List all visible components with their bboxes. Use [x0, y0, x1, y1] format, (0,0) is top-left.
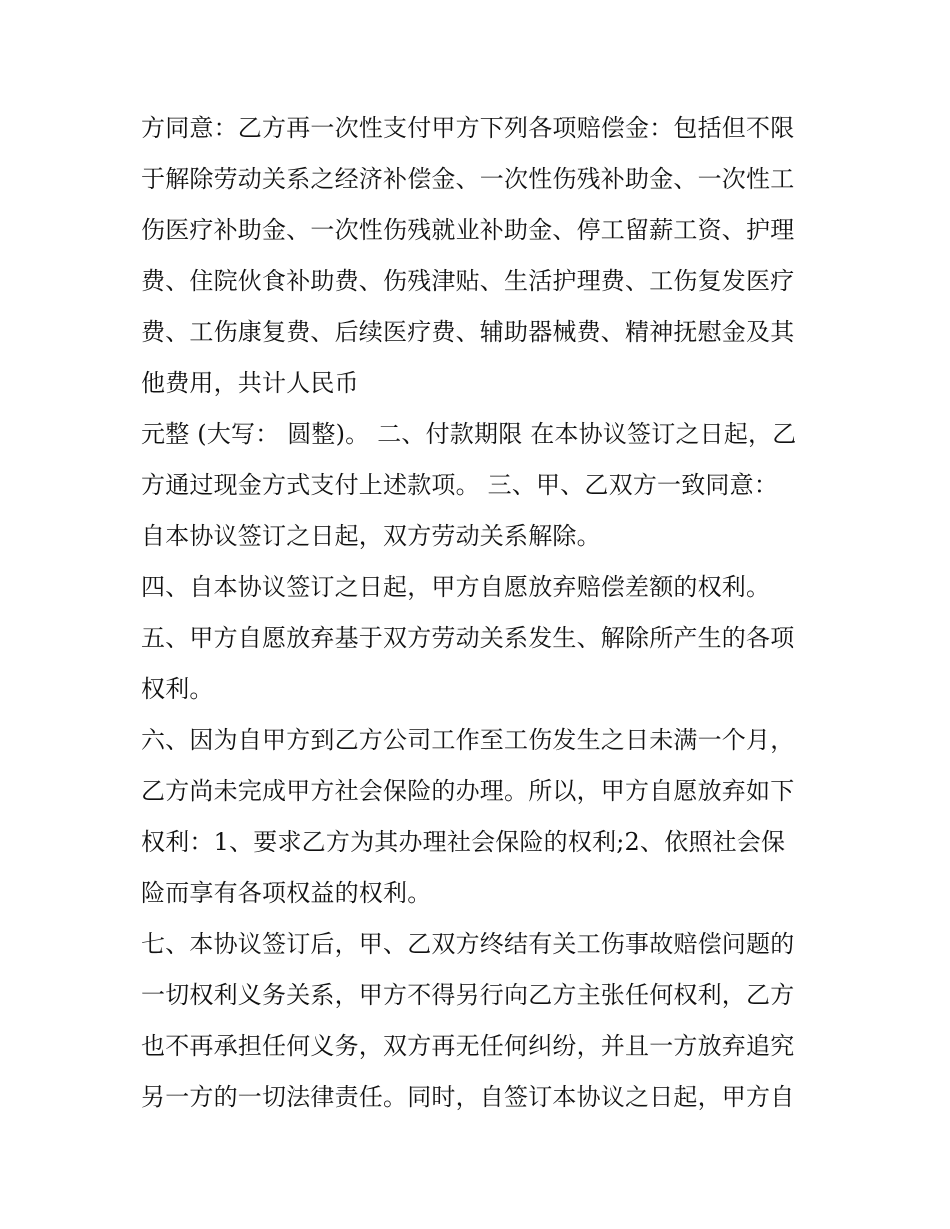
paragraph-line: 险而享有各项权益的权利。	[141, 879, 432, 907]
paragraph-line: 于解除劳动关系之经济补偿金、一次性伤残补助金、一次性工	[141, 165, 795, 193]
paragraph-line: 他费用，共计人民币	[141, 369, 359, 397]
paragraph-line: 费、住院伙食补助费、伤残津贴、生活护理费、工伤复发医疗	[141, 267, 795, 295]
paragraph-line: 六、因为自甲方到乙方公司工作至工伤发生之日未满一个月，	[141, 726, 795, 754]
paragraph-line: 权利。	[141, 675, 214, 703]
paragraph-line: 四、自本协议签订之日起，甲方自愿放弃赔偿差额的权利。	[141, 573, 771, 601]
paragraph-line: 方同意：乙方再一次性支付甲方下列各项赔偿金：包括但不限	[141, 114, 795, 142]
paragraph-line: 费、工伤康复费、后续医疗费、辅助器械费、精神抚慰金及其	[141, 318, 795, 346]
paragraph-line: 七、本协议签订后，甲、乙双方终结有关工伤事故赔偿问题的	[141, 930, 795, 958]
paragraph-line: 五、甲方自愿放弃基于双方劳动关系发生、解除所产生的各项	[141, 624, 795, 652]
paragraph-line: 权利：1、要求乙方为其办理社会保险的权利;2、依照社会保	[141, 828, 786, 856]
paragraph-line: 伤医疗补助金、一次性伤残就业补助金、停工留薪工资、护理	[141, 216, 795, 244]
paragraph-line: 另一方的一切法律责任。同时，自签订本协议之日起，甲方自	[141, 1083, 795, 1111]
paragraph-line: 元整 (大写： 圆整)。 二、付款期限 在本协议签订之日起，乙	[141, 420, 797, 448]
paragraph-line: 方通过现金方式支付上述款项。 三、甲、乙双方一致同意：	[141, 471, 779, 499]
paragraph-line: 一切权利义务关系，甲方不得另行向乙方主张任何权利，乙方	[141, 981, 795, 1009]
paragraph-line: 自本协议签订之日起，双方劳动关系解除。	[141, 522, 601, 550]
paragraph-line: 乙方尚未完成甲方社会保险的办理。所以，甲方自愿放弃如下	[141, 777, 795, 805]
paragraph-line: 也不再承担任何义务，双方再无任何纠纷，并且一方放弃追究	[141, 1032, 795, 1060]
